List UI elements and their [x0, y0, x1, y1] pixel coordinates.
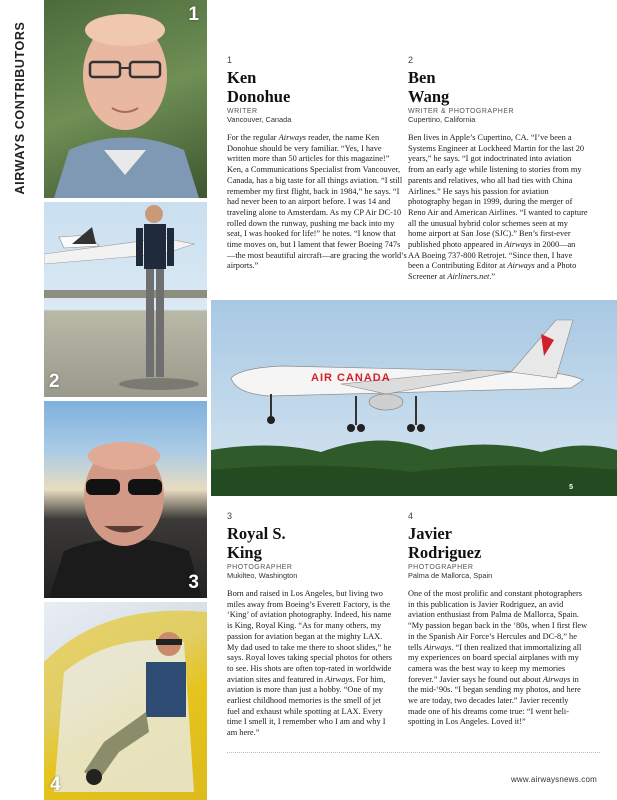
contributor-location: Palma de Mallorca, Spain — [408, 571, 493, 580]
contributor-location: Vancouver, Canada — [227, 115, 292, 124]
contributor-royal — [227, 511, 410, 739]
contributor-location: Mukilteo, Washington — [227, 571, 298, 580]
text-run: Ben lives in Apple’s Cupertino, CA. “I’ve been a Systems Engineer at Lockheed Martin for the last 20 years,” he says. “I got indoctrinated into aviation from an early age while listening to stories from my parents and relatives, who all had ties with China Airlines.” He says his passion for aviation photography began in 1999, during the merger of Reno Air and American Airlines. “I wanted to capture all the unusual hybrid color schemes seen at my home airport at San Jose (SJC).” Ben’s first-ever published photo appeared in — [408, 133, 588, 250]
contributor-first-name: Ben — [408, 68, 436, 87]
text-run: in 2000—an AA Boeing 737-800 Retrojet. “Since then, I have been a Contributing Editor at — [408, 240, 576, 271]
portrait-ken-illustration — [44, 0, 207, 198]
portrait-royal-illustration — [44, 401, 207, 598]
photo-number-4: 4 — [50, 774, 61, 795]
contributor-photo-2 — [44, 202, 207, 397]
contributor-bio — [408, 133, 588, 283]
text-run: in the mid-‘90s. “I began sending my photos, and here we are today, two decades later.” Javier recently made one of his dreams come true: “I went heli-spotting in Los Angeles. Loved it!” — [408, 674, 581, 727]
contributor-photo-1 — [44, 0, 207, 198]
photo-number-5: 5 — [569, 484, 573, 491]
contributor-bio — [227, 133, 407, 272]
contributor-role: WRITER — [227, 108, 258, 115]
contributor-first-name: Javier — [408, 524, 452, 543]
helicopter-pilot-illustration — [44, 602, 207, 800]
text-run: One of the most prolific and constant photographers in this publication is Javier Rodriguez, an avid aviation enthusiast from Palma de Mallorca, Spain. “My passion began back in the ‘80s, when I first flew in the Spanish Air Force’s Hercules and DC-8,” he tells — [408, 589, 588, 652]
contributor-index: 3 — [227, 511, 233, 521]
text-run: .” — [489, 272, 496, 282]
italic-run: Airways — [542, 674, 571, 684]
shuttle-and-man-illustration — [44, 202, 207, 397]
contributor-index: 2 — [408, 55, 414, 65]
contributor-bio — [408, 589, 588, 728]
italic-run: Airways — [278, 133, 307, 142]
contributor-last-name: Donohue — [227, 87, 291, 106]
contributor-role: WRITER & PHOTOGRAPHER — [408, 108, 515, 115]
text-run: and a Photo Screener at — [408, 261, 577, 282]
contributor-last-name: Wang — [408, 87, 450, 106]
italic-run: Airways — [424, 642, 452, 652]
contributor-last-name: King — [227, 543, 262, 562]
contributor-location: Cupertino, California — [408, 115, 476, 124]
photo-number-2: 2 — [49, 371, 60, 392]
text-run: Born and raised in Los Angeles, but living two miles away from Boeing’s Everett Factory, is the ‘King’ of aviation photography. Indeed, his name is King, Royal King. “As for many others, my passion for aviation began at the mighty LAX. My dad used to take me there to shoot slides,” he says. Royal loves taking special photos for others to see. His shots are often top-rated in worldwide aviation sites and featured in — [227, 589, 392, 684]
contributor-first-name: Royal S. — [227, 524, 286, 543]
photo-number-1: 1 — [188, 4, 199, 25]
livery-text: AIR CANADA — [311, 372, 391, 384]
italic-run: Airways — [504, 240, 532, 250]
contributor-index: 1 — [227, 55, 233, 65]
contributor-photo-3 — [44, 401, 207, 598]
footer-url: www.airwaysnews.com — [510, 775, 597, 784]
contributor-ken — [227, 55, 410, 272]
footer-divider — [227, 752, 600, 753]
contributor-bio — [227, 589, 392, 739]
text-run: reader, the name Ken Donohue should be very familiar. “Yes, I have written more than 50 articles for this magazine!” Ken, a Communications Specialist from Vancouver, Canada, has a big taste for all things aviation. “I still remember my first flight, back in 1984,” he says. “I had never been to an airport before. I was 14 and traveling alone to Amsterdam. As my CP Air DC-10 rolled down the runway, pushing me back into my seat, I was hooked for life!” he notes. “I know that time moves on, but I lament that fewer Boeing 747s—the most beautiful aircraft—are gracing the world’s airports.” — [227, 133, 407, 271]
contributor-javier — [408, 511, 591, 728]
airplane-photo — [211, 300, 617, 496]
text-run: . For him, aviation is more than just a hobby. “One of my earliest childhood memories is the smell of jet fuel and exhaust while spotting at LAX. Every time I smell it, I remember who I am and why I am here.” — [227, 674, 386, 738]
air-canada-787-illustration — [211, 300, 617, 496]
text-run: For the regular — [227, 133, 279, 142]
contributor-index: 4 — [408, 511, 414, 521]
section-title: AIRWAYS CONTRIBUTORS — [13, 21, 27, 195]
text-run: . “I then realized that immortalizing all my experiences on board special airplanes with my camera was the best way to keep my memories forever.” Javier says he found out about — [408, 642, 582, 684]
contributor-role: PHOTOGRAPHER — [408, 564, 474, 571]
italic-run: Airliners.net — [447, 272, 490, 282]
contributor-first-name: Ken — [227, 68, 257, 87]
italic-run: Airways — [507, 261, 535, 271]
contributor-photo-4 — [44, 602, 207, 800]
contributor-last-name: Rodriguez — [408, 543, 482, 562]
italic-run: Airways — [325, 674, 353, 684]
contributor-role: PHOTOGRAPHER — [227, 564, 293, 571]
contributor-ben — [408, 55, 591, 283]
photo-number-3: 3 — [188, 572, 199, 593]
